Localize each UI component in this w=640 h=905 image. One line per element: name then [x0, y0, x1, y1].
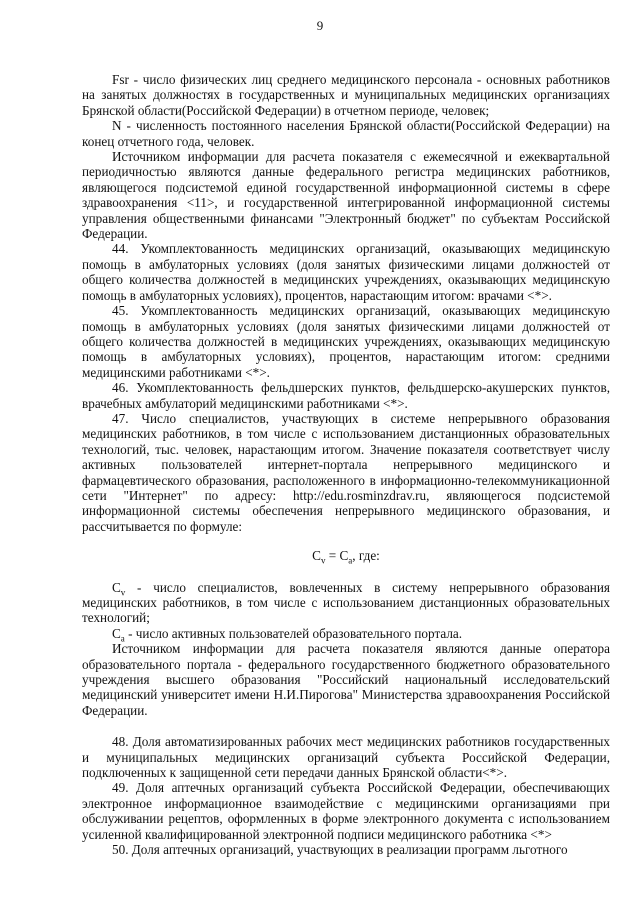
- formula-lhs: C: [312, 548, 321, 564]
- paragraph-info-source-2: Источником информации для расчета показателя являются данные оператора образовательного портала - федерального государственного бюджетного образовательного учреждения высшего образования "Российский национальный исследовательский медицинский университет имени Н.И.Пирогова" Министерства здравоохранения Российской Федерации.: [82, 641, 610, 718]
- paragraph-item-48: 48. Доля автоматизированных рабочих мест медицинских работников государственных и муниципальных медицинских организаций субъекта Российской Федерации, подключенных к защищенной сети передачи данных Брянской области<*>.: [82, 734, 610, 781]
- formula-eq: = C: [325, 548, 349, 564]
- paragraph-fsr-definition: Fsr - число физических лиц среднего медицинского персонала - основных работников на занятых должностях в государственных и муниципальных медицинских организациях Брянской области(Российской Федерации) в отчетном периоде, человек;: [82, 72, 610, 118]
- paragraph-info-source-1: Источником информации для расчета показателя с ежемесячной и ежеквартальной периодичностью являются данные федерального регистра медицинских работников, являющегося подсистемой единой государственной информационной системы в сфере здравоохранения <11>, и государственной интегрированной информационной системы управления общественными финансами "Электронный бюджет" по субъектам Российской Федерации.: [82, 149, 610, 242]
- paragraph-item-44: 44. Укомплектованность медицинских организаций, оказывающих медицинскую помощь в амбулаторных условиях (доля занятых физическими лицами должностей от общего количества должностей в медицинских учреждениях, оказывающих медицинскую помощь в амбулаторных условиях), процентов, нарастающим итогом: врачами <*>.: [82, 241, 610, 303]
- page-number: 9: [316, 18, 324, 33]
- paragraph-gap: [82, 718, 610, 734]
- formula-rhs-sub: a: [348, 555, 353, 566]
- def-symbol: C: [112, 625, 121, 641]
- formula-tail: , где:: [352, 548, 380, 564]
- paragraph-item-50: 50. Доля аптечных организаций, участвующих в реализации программ льготного: [112, 842, 568, 858]
- paragraph-n-definition: N - численность постоянного населения Брянской области(Российской Федерации) на конец отчетного года, человек.: [82, 118, 610, 149]
- paragraph-item-46: 46. Укомплектованность фельдшерских пунктов, фельдшерско-акушерских пунктов, врачебных амбулаторий медицинскими работниками <*>.: [82, 380, 610, 411]
- def-symbol-sub: a: [120, 633, 125, 644]
- formula-lhs-sub: v: [320, 555, 326, 566]
- paragraph-item-47: 47. Число специалистов, участвующих в системе непрерывного образования медицинских работников, в том числе с использованием дистанционных образовательных технологий, тыс. человек, нарастающим итогом. Значение показателя соответствует числу активных пользователей интернет-портала непрерывного медицинского и фармацевтического образования, расположенного в информационно-телекоммуникационной сети "Интернет" по адресу: http://edu.rosminzdrav.ru, являющегося подсистемой информационной системы обеспечения непрерывного медицинского образования, и рассчитывается по формуле:: [82, 410, 610, 534]
- def-symbol-sub: v: [120, 587, 126, 598]
- def-text: - число специалистов, вовлеченных в систему непрерывного образования медицинских работников, в том числе с использованием дистанционных образовательных технологий;: [82, 579, 610, 626]
- paragraph-item-45: 45. Укомплектованность медицинских организаций, оказывающих медицинскую помощь в амбулаторных условиях (доля занятых физическими лицами должностей от общего количества должностей в медицинских учреждениях, оказывающих медицинскую помощь в амбулаторных условиях), процентов, нарастающим итогом: средними медицинскими работниками <*>.: [82, 303, 610, 380]
- definition-ca: [82, 625, 610, 644]
- document-body: [82, 72, 610, 858]
- def-text: - число активных пользователей образовательного портала.: [124, 625, 463, 641]
- formula: [82, 548, 610, 566]
- paragraph-item-49: 49. Доля аптечных организаций субъекта Российской Федерации, обеспечивающих электронное информационное взаимодействие с медицинскими организациями при обслуживании рецептов, оформленных в форме электронного документа с использованием усиленной квалифицированной электронной подписи медицинского работника <*>: [82, 780, 610, 842]
- definition-cv: [82, 580, 610, 626]
- def-symbol: C: [112, 579, 121, 595]
